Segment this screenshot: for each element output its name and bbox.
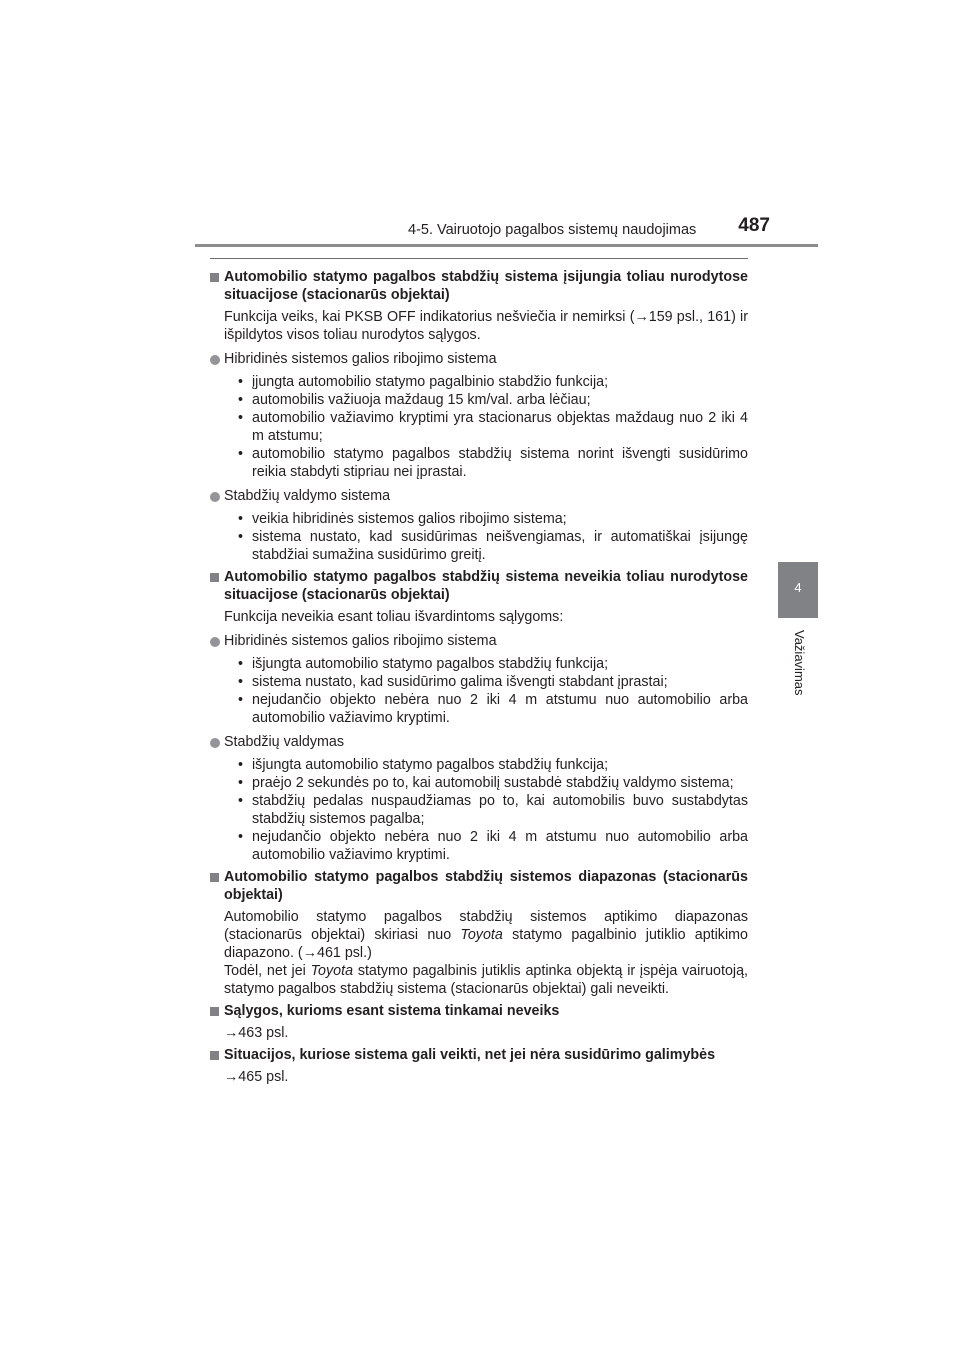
square-bullet-icon — [210, 1051, 219, 1060]
section-intro: Funkcija veiks, kai PKSB OFF indikatorius nešviečia ir nemirksi (→159 psl., 161) ir išpildytos visos toliau nurodytos sąlygos. — [224, 309, 748, 343]
page-number: 487 — [738, 215, 770, 236]
square-bullet-icon — [210, 273, 219, 282]
page-content — [210, 264, 748, 1086]
list-item: • nejudančio objekto nebėra nuo 2 iki 4 m atstumu nuo automobilio arba automobilio važiavimo kryptimi. — [238, 829, 748, 863]
circle-bullet-icon — [210, 355, 220, 365]
section-intro: Funkcija neveikia esant toliau išvardintoms sąlygoms: — [224, 609, 564, 625]
section-heading-not-operating — [210, 568, 748, 604]
chapter-tab — [778, 562, 818, 618]
arrow-icon: → — [302, 945, 317, 961]
section-heading-range — [210, 868, 748, 904]
list-item: • sistema nustato, kad susidūrimas neišvengiamas, ir automatiškai įsijungę stabdžiai sumažina susidūrimo greitį. — [238, 529, 748, 563]
header-rule — [195, 244, 818, 247]
section-title: Automobilio statymo pagalbos stabdžių sistema įsijungia toliau nurodytose situacijose (stacionarūs objektai) — [224, 269, 748, 303]
circle-bullet-icon — [210, 738, 220, 748]
section-heading-activation — [210, 268, 748, 304]
list-item: • automobilio statymo pagalbos stabdžių sistema norint išvengti susidūrimo reikia stabdyti stipriau nei įprastai. — [238, 446, 748, 480]
subsection-heading: Hibridinės sistemos galios ribojimo sistema — [210, 350, 748, 368]
circle-bullet-icon — [210, 492, 220, 502]
list-item: • veikia hibridinės sistemos galios ribojimo sistema; — [238, 511, 567, 527]
section-title: Automobilio statymo pagalbos stabdžių sistemos diapazonas (stacionarūs objektai) — [224, 869, 748, 903]
chapter-tab-number: 4 — [794, 580, 802, 595]
list-item: • nejudančio objekto nebėra nuo 2 iki 4 m atstumu nuo automobilio arba automobilio važiavimo kryptimi. — [238, 692, 748, 726]
page-reference: →465 psl. — [224, 1069, 289, 1085]
chapter-side-label — [784, 630, 814, 700]
condition-list — [210, 510, 748, 564]
section-body: Automobilio statymo pagalbos stabdžių sistemos aptikimo diapazonas (stacionarūs objektai) skiriasi nuo Toyota statymo pagalbinio jutiklio aptikimo diapazono. (→461 psl.) Todėl, net jei Toyota statymo pagalbinis jutiklis aptinka objektą ir įspėja vairuotoją, statymo pagalbos stabdžių sistema (stacionarūs objektai) gali neveikti. — [224, 909, 748, 997]
circle-bullet-icon — [210, 637, 220, 647]
list-item: • praėjo 2 sekundės po to, kai automobilį sustabdė stabdžių valdymo sistema; — [238, 775, 734, 791]
square-bullet-icon — [210, 1007, 219, 1016]
section-title: Situacijos, kuriose sistema gali veikti, net jei nėra susidūrimo galimybės — [224, 1047, 716, 1063]
list-item: • automobilio važiavimo kryptimi yra stacionarus objektas maždaug nuo 2 iki 4 m atstumu; — [238, 410, 748, 444]
list-item: • išjungta automobilio statymo pagalbos stabdžių funkcija; — [238, 656, 609, 672]
list-item: • išjungta automobilio statymo pagalbos stabdžių funkcija; — [238, 757, 609, 773]
page-reference: →463 psl. — [224, 1025, 289, 1041]
list-item: • įjungta automobilio statymo pagalbinio stabdžio funkcija; — [238, 374, 609, 390]
condition-list — [210, 373, 748, 481]
square-bullet-icon — [210, 873, 219, 882]
condition-list — [210, 756, 748, 864]
section-title: Automobilio statymo pagalbos stabdžių sistema neveikia toliau nurodytose situacijose (stacionarūs objektai) — [224, 569, 748, 603]
subsection-heading: Stabdžių valdymas — [210, 733, 748, 751]
section-heading-situations — [210, 1046, 748, 1064]
list-item: • automobilis važiuoja maždaug 15 km/val. arba lėčiau; — [238, 392, 591, 408]
subsection-heading: Hibridinės sistemos galios ribojimo sistema — [210, 632, 748, 650]
chapter-title: 4-5. Vairuotojo pagalbos sistemų naudojimas — [408, 222, 697, 238]
section-heading-conditions — [210, 1002, 748, 1020]
arrow-icon: → — [634, 309, 649, 325]
brand-name: Toyota — [460, 927, 503, 943]
square-bullet-icon — [210, 573, 219, 582]
arrow-icon: → — [224, 1025, 239, 1041]
arrow-icon: → — [224, 1069, 239, 1085]
chapter-side-label-text: Važiavimas — [792, 630, 807, 696]
brand-name: Toyota — [310, 963, 354, 979]
condition-list — [210, 655, 748, 727]
content-rule — [210, 258, 748, 259]
subsection-heading: Stabdžių valdymo sistema — [210, 487, 748, 505]
section-title: Sąlygos, kurioms esant sistema tinkamai neveiks — [224, 1003, 560, 1019]
list-item: • stabdžių pedalas nuspaudžiamas po to, kai automobilis buvo sustabdytas stabdžių sistemos pagalba; — [238, 793, 748, 827]
list-item: • sistema nustato, kad susidūrimo galima išvengti stabdant įprastai; — [238, 674, 668, 690]
